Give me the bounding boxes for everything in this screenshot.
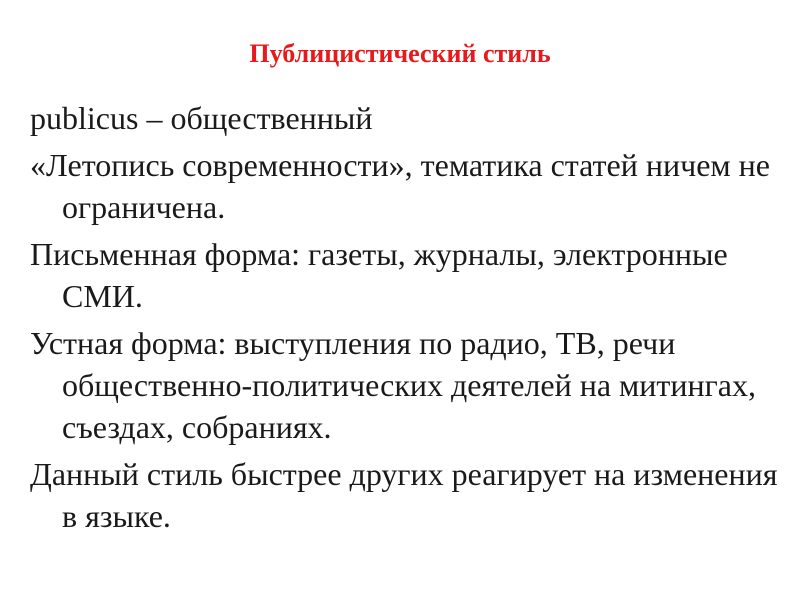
paragraph-language-change: Данный стиль быстрее других реагирует на изменения в языке. <box>30 456 778 534</box>
slide-title: Публицистический стиль <box>249 39 551 68</box>
paragraph-etymology: publicus – общественный <box>30 100 373 136</box>
paragraph-chronicle: «Летопись современности», тематика статей ничем не ограничена. <box>30 147 770 225</box>
paragraph-oral-form: Устная форма: выступления по радио, ТВ, речи общественно-политических деятелей на митингах, съездах, собраниях. <box>30 325 756 445</box>
slide-body <box>30 97 790 542</box>
paragraph-written-form: Письменная форма: газеты, журналы, электронные СМИ. <box>30 236 728 314</box>
